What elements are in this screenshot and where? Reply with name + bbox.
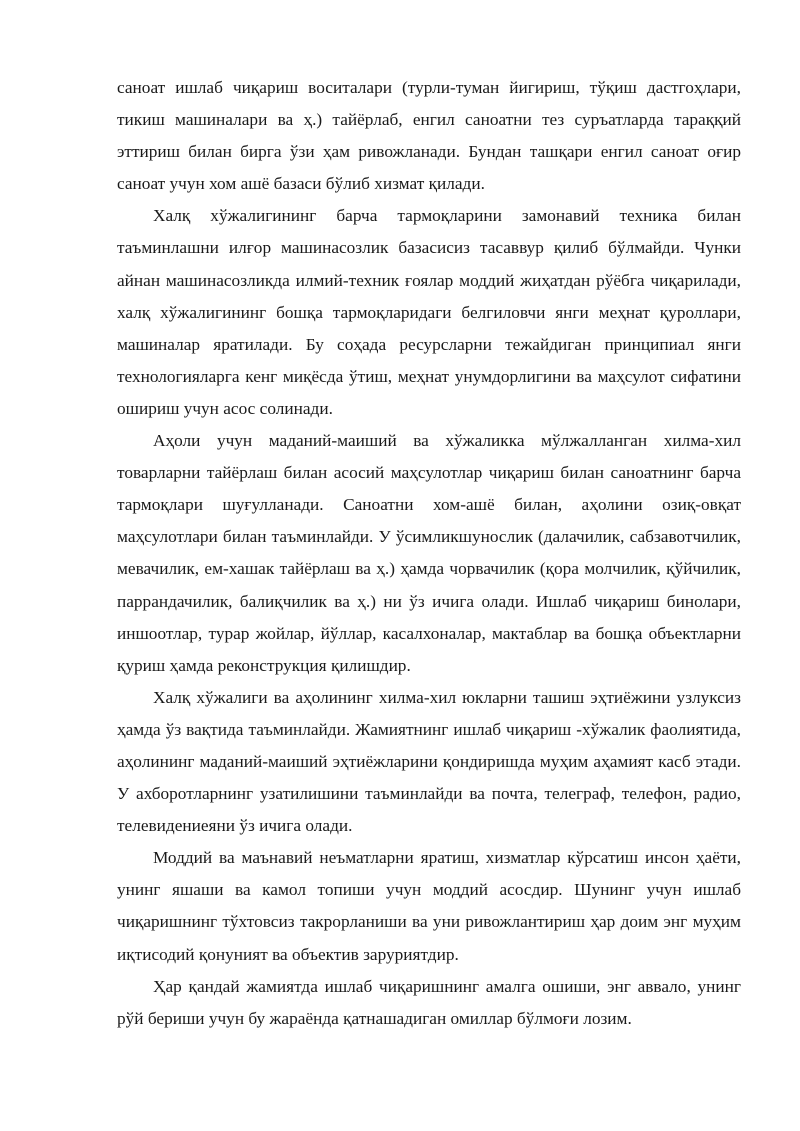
- body-text: [117, 72, 741, 1035]
- paragraph-production-factors: Ҳар қандай жамиятда ишлаб чиқаришнинг амалга ошиши, энг аввало, унинг рўй бериши учун бу жараёнда қатнашадиган омиллар бўлмоғи лозим.: [117, 976, 741, 1028]
- paragraph-machine-building: Халқ хўжалигининг барча тармоқларини замонавий техника билан таъминлашни илғор машинасозлик базасисиз тасаввур қилиб бўлмайди. Чунки айнан машинасозликда илмий-техник ғоялар моддий жиҳатдан рўёбга чиқарилади, халқ хўжалигининг бошқа тармоқларидаги белгиловчи янги меҳнат қуроллари, машиналар яратилади. Бу соҳада ресурсларни тежайдиган принципиал янги технологияларга кенг миқёсда ўтиш, меҳнат унумдорлигини ва маҳсулот сифатини ошириш учун асос солинади.: [117, 206, 741, 418]
- paragraph-consumer-goods: Аҳоли учун маданий-маиший ва хўжаликка мўлжалланган хилма-хил товарларни тайёрлаш билан асосий маҳсулотлар чиқариш билан саноатнинг барча тармоқлари шуғулланади. Саноатни хом-ашё билан, аҳолини озиқ-овқат маҳсулотлари билан таъминлайди. У ўсимликшунослик (далачилик, сабзавотчилик, мевачилик, ем-хашак тайёрлаш ва ҳ.) ҳамда чорвачилик (қора молчилик, қўйчилик, паррандачилик, балиқчилик ва ҳ.) ни ўз ичига олади. Ишлаб чиқариш бинолари, иншоотлар, турар жойлар, йўллар, касалхоналар, мактаблар ва бошқа объектларни қуриш ҳамда реконструкция қилишдир.: [117, 431, 741, 675]
- paragraph-transport-communication: Халқ хўжалиги ва аҳолининг хилма-хил юкларни ташиш эҳтиёжини узлуксиз ҳамда ўз вақтида таъминлайди. Жамиятнинг ишлаб чиқариш -хўжалик фаолиятида, аҳолининг маданий-маиший эҳтиёжларини қондиришда муҳим аҳамият касб этади. У ахборотларнинг узатилишини таъминлайди ва почта, телеграф, телефон, радио, телевидениеяни ўз ичига олади.: [117, 687, 741, 836]
- paragraph-material-values: Моддий ва маънавий неъматларни яратиш, хизматлар кўрсатиш инсон ҳаёти, унинг яшаши ва камол топиши учун моддий асосдир. Шунинг учун ишлаб чиқаришнинг тўхтовсиз такрорланиши ва уни ривожлантириш ҳар доим энг муҳим иқтисодий қонуният ва объектив заруриятдир.: [117, 848, 741, 964]
- paragraph-continuation: саноат ишлаб чиқариш воситалари (турли-туман йигириш, тўқиш дастгоҳлари, тикиш машиналари ва ҳ.) тайёрлаб, енгил саноатни тез суръатларда тараққий эттириш билан бирга ўзи ҳам ривожланади. Бундан ташқари енгил саноат оғир саноат учун хом ашё базаси бўлиб хизмат қилади.: [117, 78, 741, 194]
